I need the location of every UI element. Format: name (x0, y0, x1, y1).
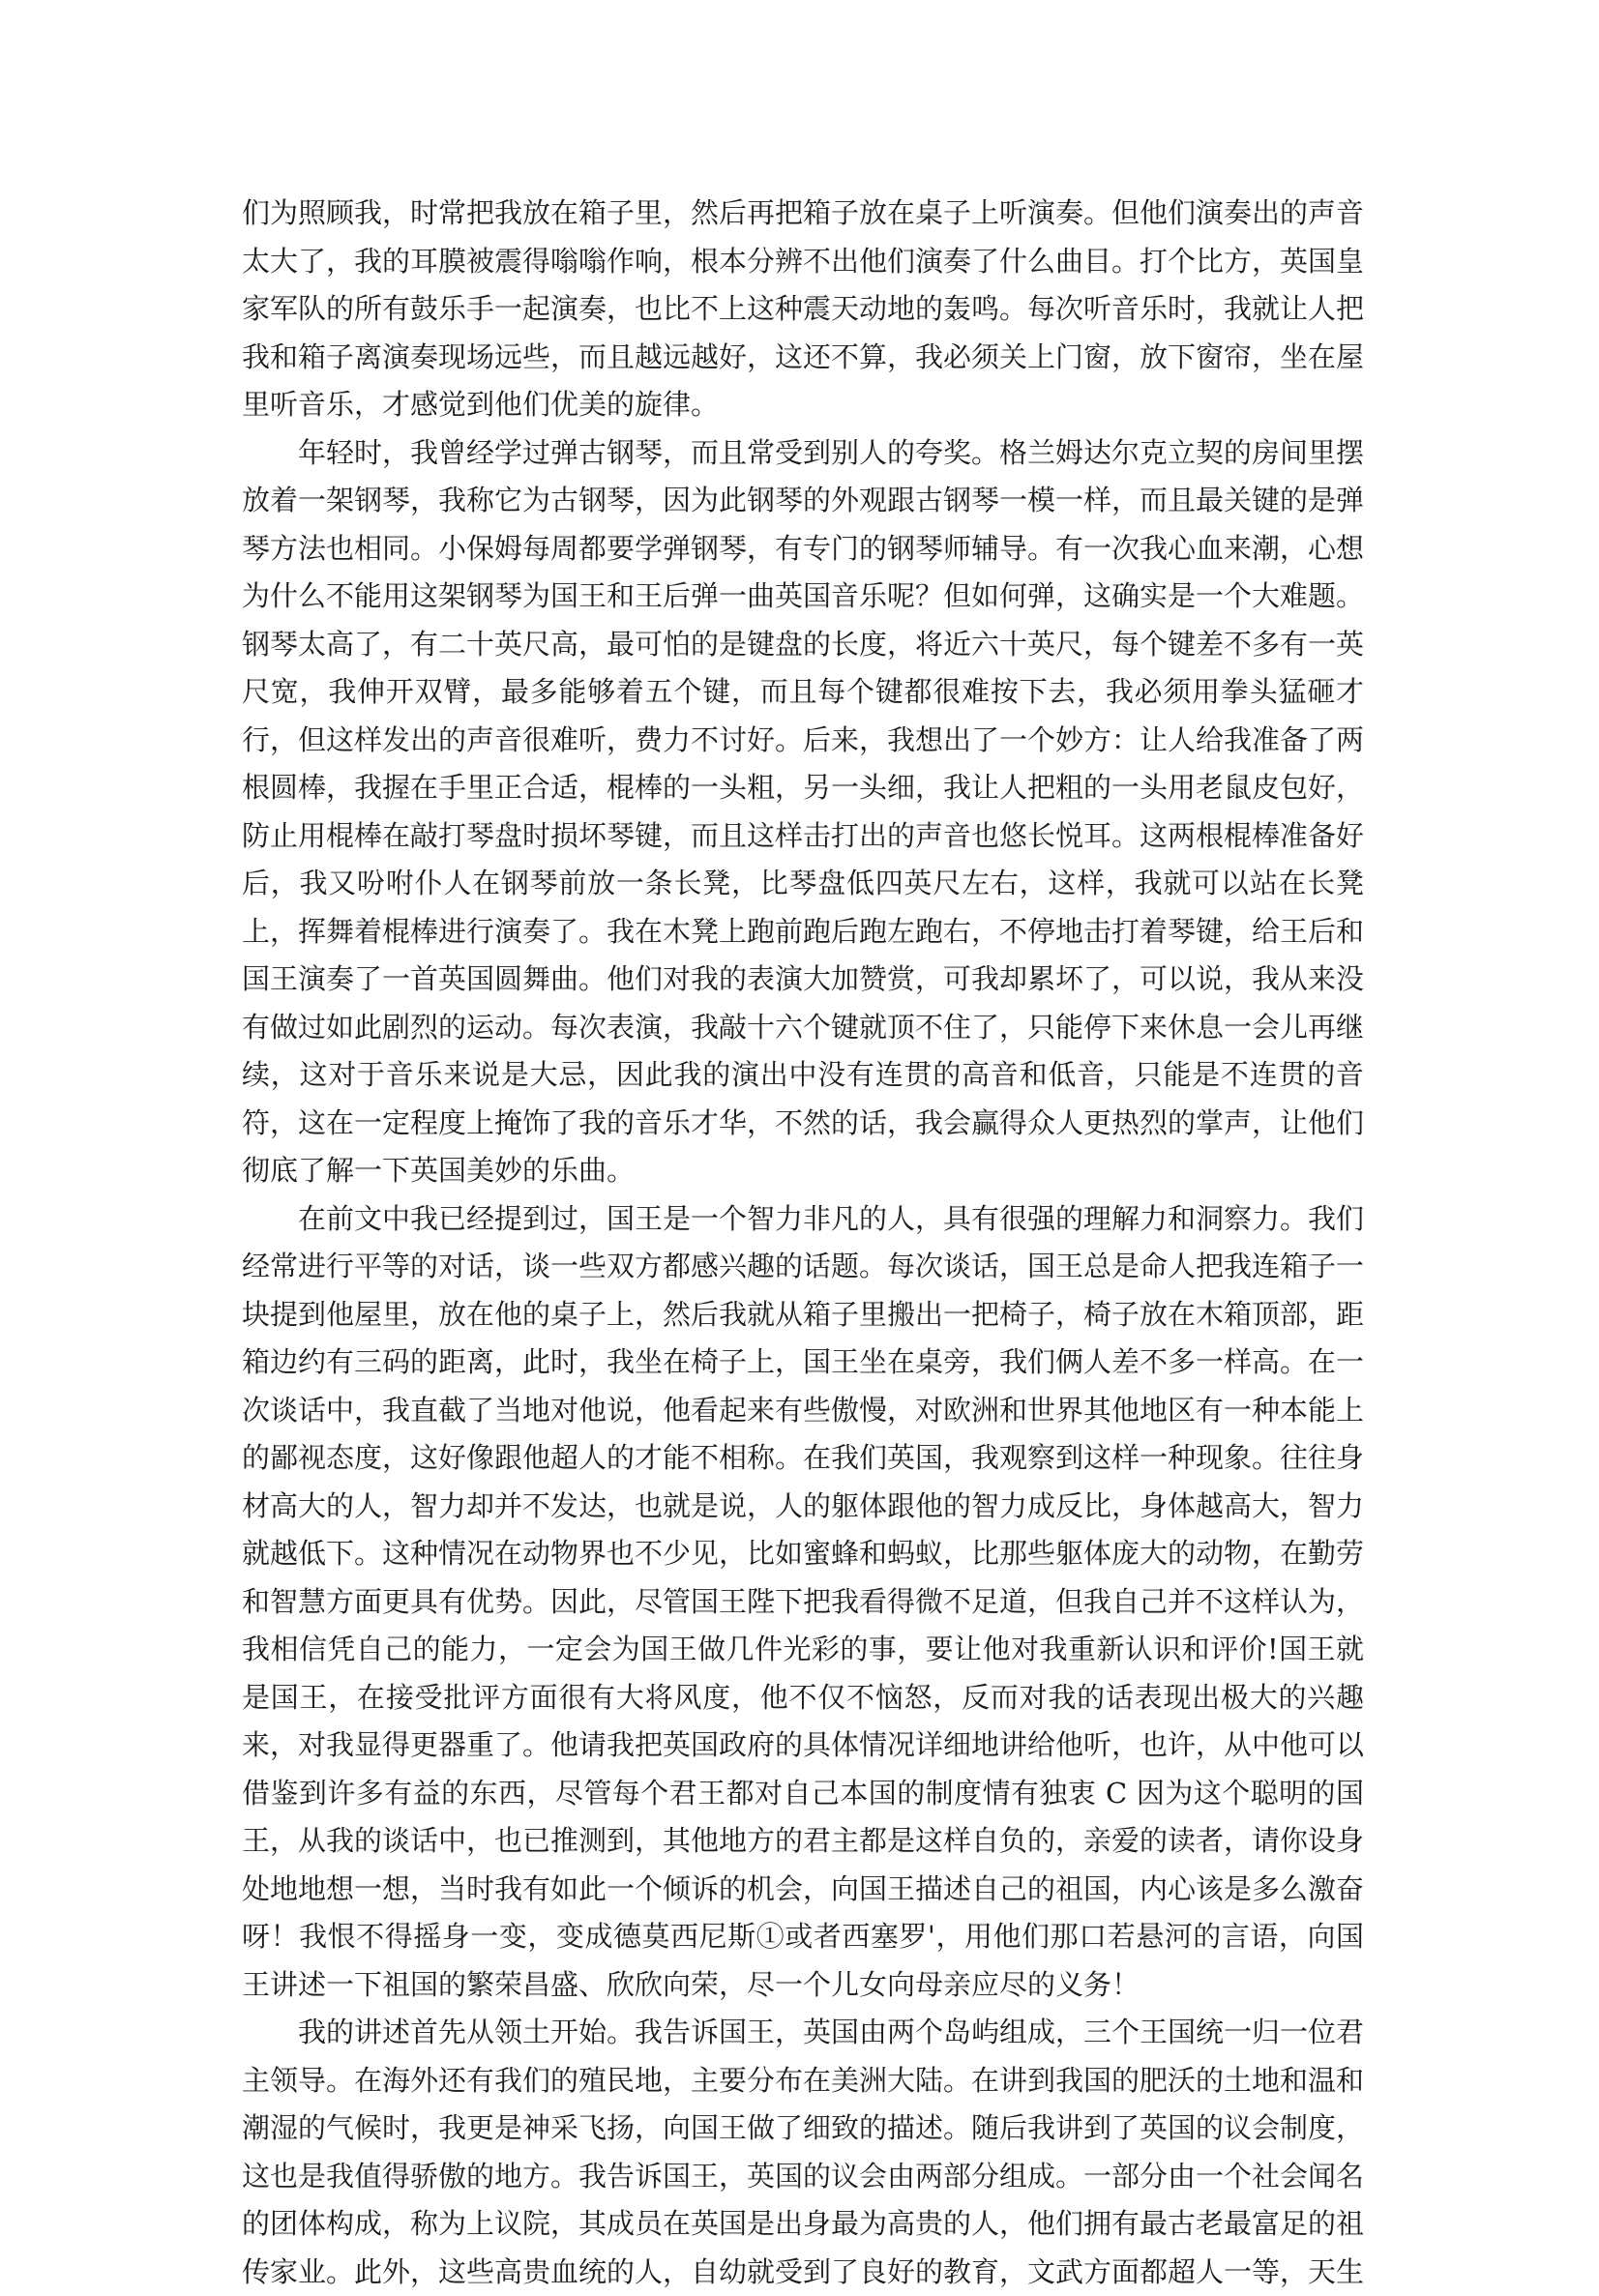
paragraph-3: 在前文中我已经提到过，国王是一个智力非凡的人，具有很强的理解力和洞察力。我们经常进行平等的对话，谈一些双方都感兴趣的话题。每次谈话，国王总是命人把我连箱子一块提到他屋里，放在他的桌子上，然后我就从箱子里搬出一把椅子，椅子放在木箱顶部，距箱边约有三码的距离，此时，我坐在椅子上，国王坐在桌旁，我们俩人差不多一样高。在一次谈话中，我直截了当地对他说，他看起来有些傲慢，对欧洲和世界其他地区有一种本能上的鄙视态度，这好像跟他超人的才能不相称。在我们英国，我观察到这样一种现象。往往身材高大的人，智力却并不发达，也就是说，人的躯体跟他的智力成反比，身体越高大，智力就越低下。这种情况在动物界也不少见，比如蜜蜂和蚂蚁，比那些躯体庞大的动物，在勤劳和智慧方面更具有优势。因此，尽管国王陛下把我看得微不足道，但我自己并不这样认为，我相信凭自己的能力，一定会为国王做几件光彩的事，要让他对我重新认识和评价!国王就是国王，在接受批评方面很有大将风度，他不仅不恼怒，反而对我的话表现出极大的兴趣来，对我显得更器重了。他请我把英国政府的具体情况详细地讲给他听，也许，从中他可以借鉴到许多有益的东西，尽管每个君王都对自己本国的制度情有独衷 C 因为这个聪明的国王，从我的谈话中，也已推测到，其他地方的君主都是这样自负的，亲爱的读者，请你设身处地地想一想，当时我有如此一个倾诉的机会，向国王描述自己的祖国，内心该是多么激奋呀！我恨不得摇身一变，变成德莫西尼斯①或者西塞罗'，用他们那口若悬河的言语，向国王讲述一下祖国的繁荣昌盛、欣欣向荣，尽一个儿女向母亲应尽的义务！ (242, 1201, 1365, 2001)
paragraph-2: 年轻时，我曾经学过弹古钢琴，而且常受到别人的夸奖。格兰姆达尔克立契的房间里摆放着一架钢琴，我称它为古钢琴，因为此钢琴的外观跟古钢琴一模一样，而且最关键的是弹琴方法也相同。小保姆每周都要学弹钢琴，有专门的钢琴师辅导。有一次我心血来潮，心想为什么不能用这架钢琴为国王和王后弹一曲英国音乐呢？但如何弹，这确实是一个大难题。钢琴太高了，有二十英尺高，最可怕的是键盘的长度，将近六十英尺，每个键差不多有一英尺宽，我伸开双臂，最多能够着五个键，而且每个键都很难按下去，我必须用拳头猛砸才行，但这样发出的声音很难听，费力不讨好。后来，我想出了一个妙方：让人给我准备了两根圆棒，我握在手里正合适，棍棒的一头粗，另一头细，我让人把粗的一头用老鼠皮包好，防止用棍棒在敲打琴盘时损坏琴键，而且这样击打出的声音也悠长悦耳。这两根棍棒准备好后，我又吩咐仆人在钢琴前放一条长凳，比琴盘低四英尺左右，这样，我就可以站在长凳上，挥舞着棍棒进行演奏了。我在木凳上跑前跑后跑左跑右，不停地击打着琴键，给王后和国王演奏了一首英国圆舞曲。他们对我的表演大加赞赏，可我却累坏了，可以说，我从来没有做过如此剧烈的运动。每次表演，我敲十六个键就顶不住了，只能停下来休息一会儿再继续，这对于音乐来说是大忌，因此我的演出中没有连贯的高音和低音，只能是不连贯的音符，这在一定程度上掩饰了我的音乐才华，不然的话，我会赢得众人更热烈的掌声，让他们彻底了解一下英国美妙的乐曲。 (242, 435, 1365, 1187)
paragraph-1: 们为照顾我，时常把我放在箱子里，然后再把箱子放在桌子上听演奏。但他们演奏出的声音太大了，我的耳膜被震得嗡嗡作响，根本分辨不出他们演奏了什么曲目。打个比方，英国皇家军队的所有鼓乐手一起演奏，也比不上这种震天动地的轰鸣。每次听音乐时，我就让人把我和箱子离演奏现场远些，而且越远越好，这还不算，我必须关上门窗，放下窗帘，坐在屋里听音乐，才感觉到他们优美的旋律。 (242, 196, 1365, 421)
paragraph-4: 我的讲述首先从领土开始。我告诉国王，英国由两个岛屿组成，三个王国统一归一位君主领导。在海外还有我们的殖民地，主要分布在美洲大陆。在讲到我国的肥沃的土地和温和潮湿的气候时，我更是神采飞扬，向国王做了细致的描述。随后我讲到了英国的议会制度，这也是我值得骄傲的地方。我告诉国王，英国的议会由两部分组成。一部分由一个社会闻名的团体构成，称为上议院，其成员在英国是出身最为高贵的人，他们拥有最古老最富足的祖传家业。此外，这些高贵血统的人，自幼就受到了良好的教育，文武方面都超人一等，天生 (242, 2016, 1365, 2288)
body-text (242, 190, 1364, 2296)
